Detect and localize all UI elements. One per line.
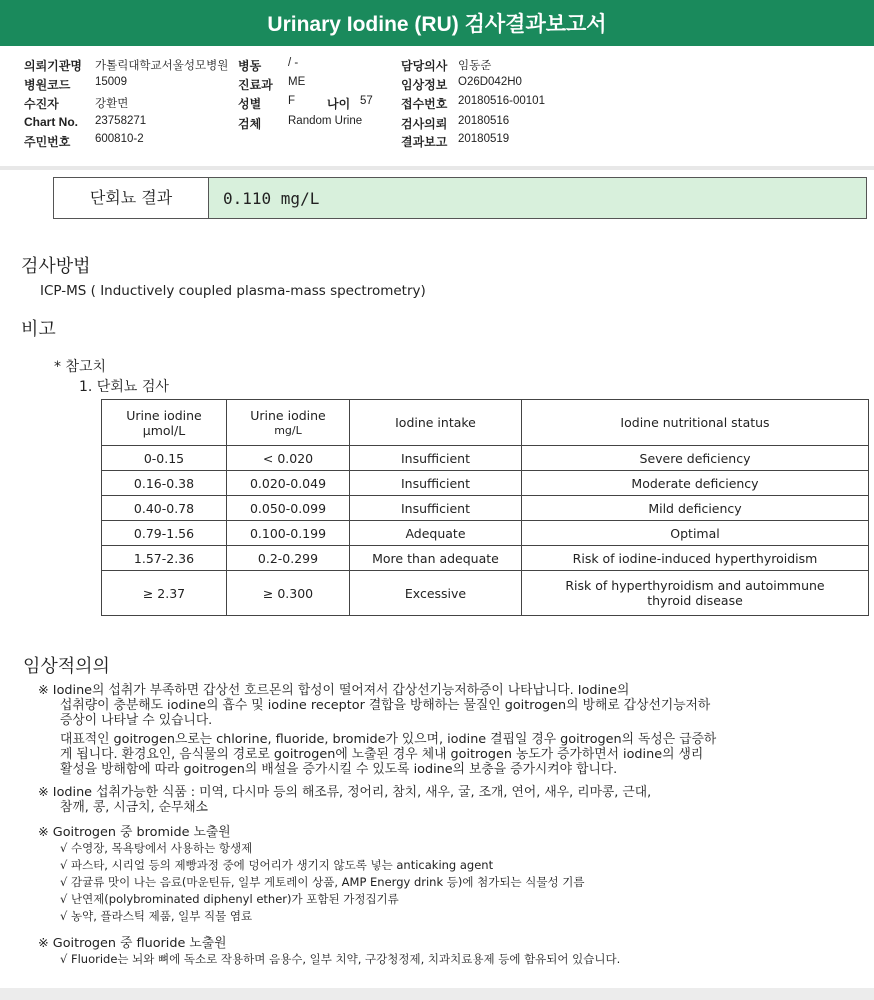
report-title: Urinary Iodine (RU) 검사결과보고서 <box>0 0 874 46</box>
cell-status <box>522 571 869 616</box>
table-row <box>102 471 869 496</box>
header-intake: Iodine intake <box>350 400 522 446</box>
method-text: ICP-MS ( Inductively coupled plasma-mass spectrometry) <box>40 283 426 299</box>
cell-intake: Excessive <box>350 571 522 616</box>
table-row <box>102 571 869 616</box>
sex-value: F <box>288 95 296 107</box>
department-label: 진료과 <box>238 78 273 92</box>
clinical-p3-line1: ※ Iodine 섭취가능한 식품 : 미역, 다시마 등의 해조류, 정어리, 참치, 새우, 굴, 조개, 연어, 새우, 리마콩, 근대, <box>38 785 652 800</box>
cell-mg: ≥ 0.300 <box>227 571 350 616</box>
specimen-value: Random Urine <box>288 115 363 127</box>
header-umol-line1: Urine iodine <box>126 407 202 423</box>
request-date-label: 검사의뢰 <box>401 117 448 131</box>
clinical-info-label: 임상정보 <box>401 78 448 92</box>
table-row <box>102 546 869 571</box>
cell-status: Optimal <box>522 521 869 546</box>
resident-id-label: 주민번호 <box>24 135 71 149</box>
cell-mg: < 0.020 <box>227 446 350 471</box>
clinical-p1-line3: 증상이 나타날 수 있습니다. <box>60 713 213 728</box>
fluoride-title: ※ Goitrogen 중 fluoride 노출원 <box>38 936 227 951</box>
cell-intake: Adequate <box>350 521 522 546</box>
fluoride-list <box>38 951 620 968</box>
ward-label: 병동 <box>238 59 262 73</box>
clinical-p1-line2: 섭취량이 충분해도 iodine의 흡수 및 iodine receptor 결합을 방해하는 물질인 goitrogen의 방해로 갑상선기능저하 <box>60 698 711 713</box>
cell-mg: 0.050-0.099 <box>227 496 350 521</box>
cell-umol: 1.57-2.36 <box>102 546 227 571</box>
doctor-value: 임동준 <box>458 60 492 72</box>
list-item: √ 농약, 플라스틱 제품, 일부 직물 염료 <box>60 909 253 923</box>
result-box <box>53 177 867 219</box>
cell-mg: 0.2-0.299 <box>227 546 350 571</box>
hospital-code-value: 15009 <box>95 76 127 88</box>
bromide-title: ※ Goitrogen 중 bromide 노출원 <box>38 825 231 840</box>
fluoride-section <box>38 936 620 968</box>
list-item: √ Fluoride는 뇌와 뼈에 독소로 작용하며 음용수, 일부 치약, 구강청정제, 치과치료용제 등에 함유되어 있습니다. <box>60 952 621 966</box>
header-divider <box>0 166 874 170</box>
clinical-info-value: O26D042H0 <box>458 76 522 88</box>
sex-label: 성별 <box>238 97 262 111</box>
result-value: 0.110 mg/L <box>209 178 866 218</box>
header-umol <box>102 400 227 446</box>
header-status: Iodine nutritional status <box>522 400 869 446</box>
result-label: 단회뇨 결과 <box>54 178 209 218</box>
clinical-p1-line1: ※ Iodine의 섭취가 부족하면 갑상선 호르몬의 합성이 떨어져서 갑상선기능저하증이 나타납니다. Iodine의 <box>38 683 630 698</box>
cell-status-line1: Risk of hyperthyroidism and autoimmune <box>565 578 825 593</box>
institution-value: 가톨릭대학교서울성모병원 <box>95 60 229 72</box>
request-date-value: 20180516 <box>458 115 510 127</box>
specimen-label: 검체 <box>238 117 262 131</box>
cell-mg: 0.100-0.199 <box>227 521 350 546</box>
list-item: √ 감귤류 맛이 나는 음료(마운틴듀, 일부 게토레이 상품, AMP Energy drink 등)에 첨가되는 식물성 기름 <box>60 875 585 889</box>
resident-id-value: 600810-2 <box>95 133 144 145</box>
table-row <box>102 446 869 471</box>
header-mg-line2: mg/L <box>274 423 302 437</box>
list-item: √ 수영장, 목욕탕에서 사용하는 항생제 <box>60 841 253 855</box>
cell-status: Moderate deficiency <box>522 471 869 496</box>
list-item: √ 파스타, 시리얼 등의 제빵과정 중에 덩어리가 생기지 않도록 넣는 anticaking agent <box>60 858 494 872</box>
clinical-p2-line1: 대표적인 goitrogen으로는 chlorine, fluoride, bromide가 있으며, iodine 결핍일 경우 goitrogen의 독성은 급증하 <box>60 732 717 747</box>
header-mg <box>227 400 350 446</box>
table-header-row <box>102 400 869 446</box>
footer-divider <box>0 988 874 1000</box>
patient-value: 강환면 <box>95 98 129 110</box>
reference-subheading: 1. 단회뇨 검사 <box>79 379 169 395</box>
cell-mg: 0.020-0.049 <box>227 471 350 496</box>
clinical-title: 임상적의의 <box>23 656 110 677</box>
cell-intake: Insufficient <box>350 471 522 496</box>
cell-umol: 0-0.15 <box>102 446 227 471</box>
doctor-label: 담당의사 <box>401 59 448 73</box>
clinical-paragraph-1 <box>38 683 710 728</box>
cell-intake: More than adequate <box>350 546 522 571</box>
table-row <box>102 521 869 546</box>
cell-status: Mild deficiency <box>522 496 869 521</box>
bromide-list <box>38 840 584 925</box>
department-value: ME <box>288 76 306 88</box>
reference-heading: * 참고치 <box>54 359 107 375</box>
age-value: 57 <box>360 95 373 107</box>
institution-label: 의뢰기관명 <box>24 59 82 73</box>
clinical-paragraph-3 <box>38 785 651 815</box>
header-mg-line1: Urine iodine <box>250 407 326 423</box>
reference-table <box>101 399 869 616</box>
clinical-paragraph-2 <box>60 732 716 777</box>
cell-intake: Insufficient <box>350 446 522 471</box>
hospital-code-label: 병원코드 <box>24 78 71 92</box>
clinical-p2-line2: 게 됩니다. 환경요인, 음식물의 경로로 goitrogen에 노출된 경우 체내 goitrogen 농도가 증가하면서 iodine의 생리 <box>60 747 704 762</box>
report-date-label: 결과보고 <box>401 135 448 149</box>
list-item: √ 난연제(polybrominated diphenyl ether)가 포함된 가정집기류 <box>60 892 399 906</box>
method-title: 검사방법 <box>21 256 91 277</box>
receipt-value: 20180516-00101 <box>458 95 545 107</box>
cell-umol: 0.79-1.56 <box>102 521 227 546</box>
cell-status: Severe deficiency <box>522 446 869 471</box>
age-label: 나이 <box>327 97 351 111</box>
bromide-section <box>38 825 584 925</box>
cell-intake: Insufficient <box>350 496 522 521</box>
cell-umol: 0.40-0.78 <box>102 496 227 521</box>
cell-umol: ≥ 2.37 <box>102 571 227 616</box>
cell-status: Risk of iodine-induced hyperthyroidism <box>522 546 869 571</box>
cell-umol: 0.16-0.38 <box>102 471 227 496</box>
header-umol-line2: μmol/L <box>142 422 186 438</box>
receipt-label: 접수번호 <box>401 97 448 111</box>
patient-label: 수진자 <box>24 97 59 111</box>
table-row <box>102 496 869 521</box>
ward-value: / - <box>288 57 299 69</box>
cell-status-line2: thyroid disease <box>647 593 743 608</box>
clinical-p3-line2: 참깨, 콩, 시금치, 순무채소 <box>60 800 209 815</box>
remarks-title: 비고 <box>21 319 56 340</box>
clinical-p2-line3: 활성을 방해함에 따라 goitrogen의 배설을 증가시킬 수 있도록 iodine의 보충을 증가시켜야 합니다. <box>60 762 618 777</box>
chart-no-value: 23758271 <box>95 115 147 127</box>
report-date-value: 20180519 <box>458 133 510 145</box>
chart-no-label: Chart No. <box>24 115 78 129</box>
